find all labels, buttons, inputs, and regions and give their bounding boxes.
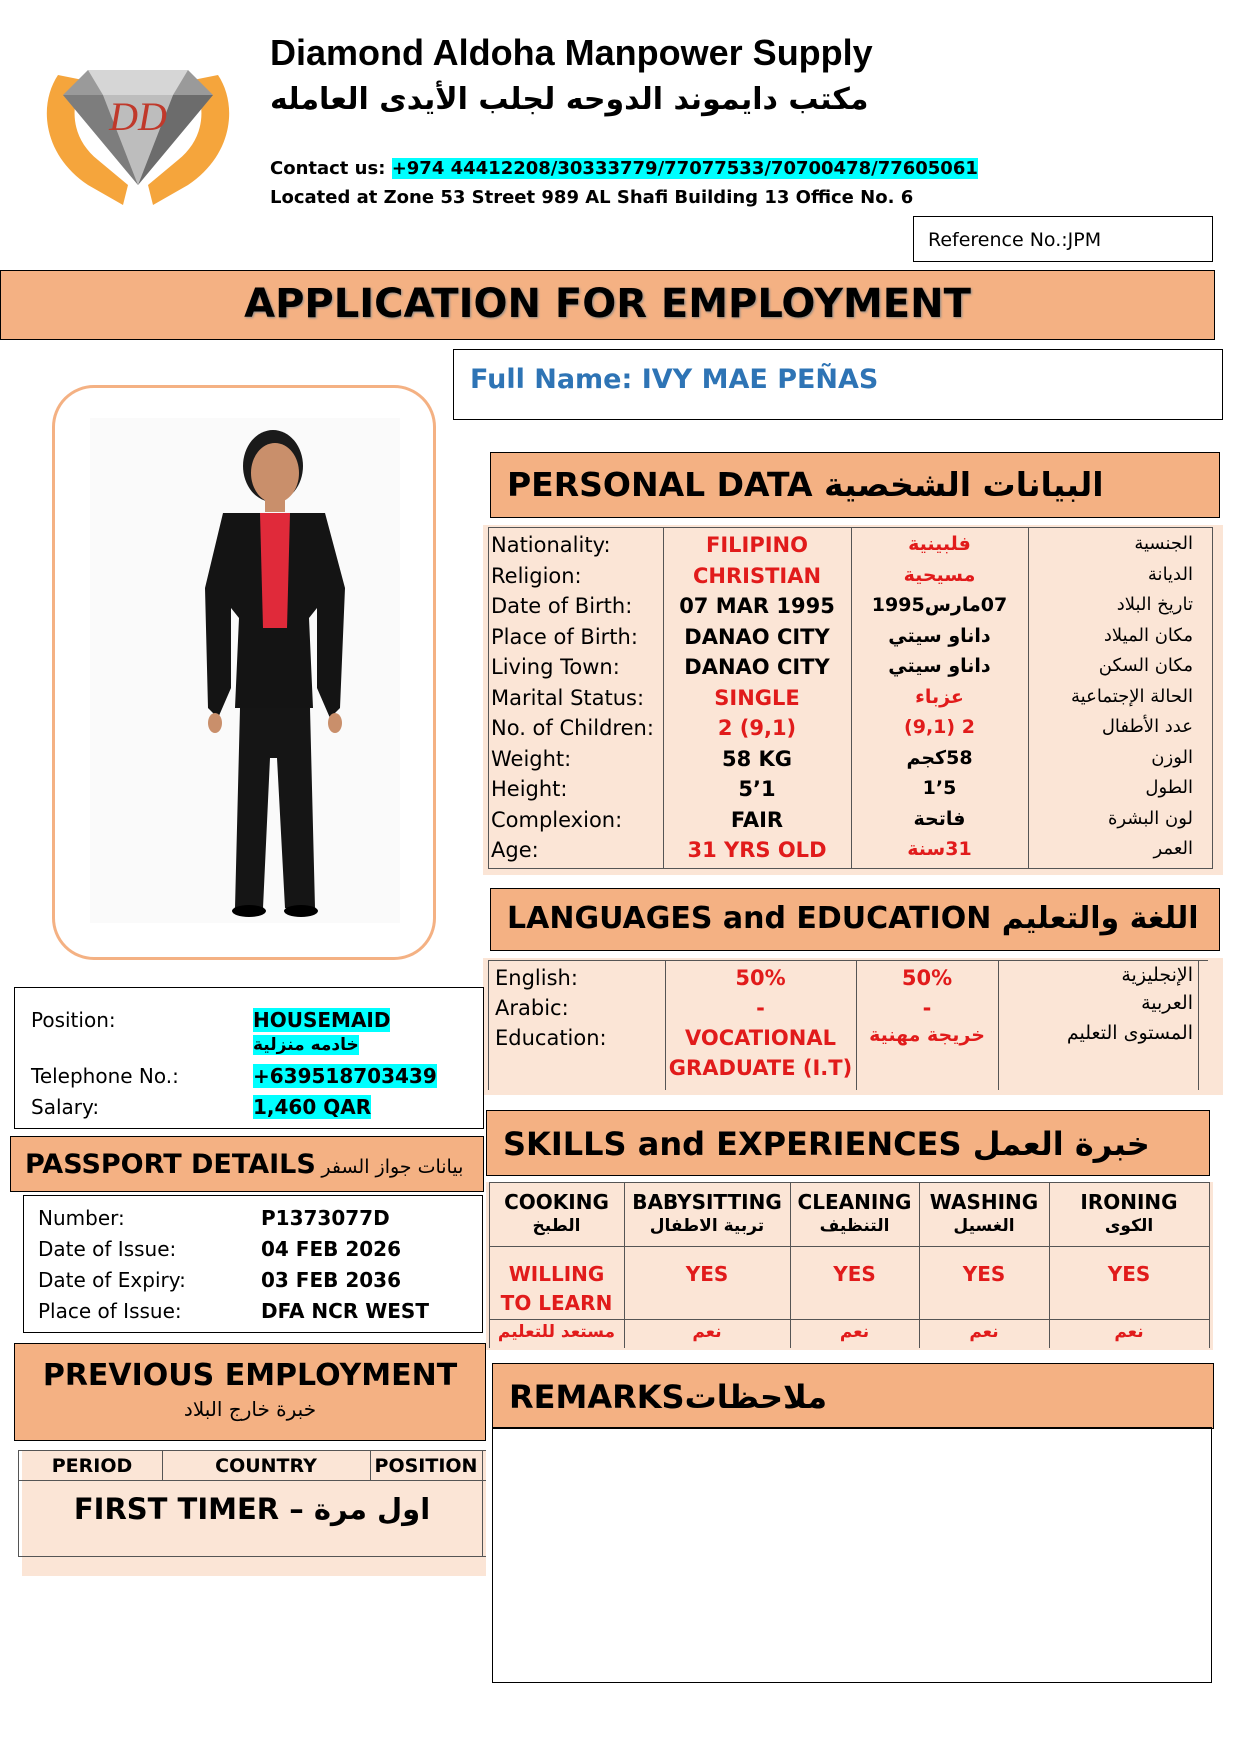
contact-line [270,158,978,179]
pd-value: 07 MAR 1995 [679,594,835,618]
english-value-ar: 50% [901,966,953,990]
pd-value-ar: 5’1 [922,777,957,799]
skill-name-ar: الكوى [1104,1216,1154,1236]
pd-value-ar: عزباء [915,685,964,708]
contact-label: Contact us: [270,158,392,179]
skill-value-ar: نعم [692,1322,722,1342]
pd-label-ar: عدد الأطفال [1101,716,1193,737]
pd-label: Weight: [491,746,572,771]
previous-employment-heading-en: PREVIOUS EMPLOYMENT [42,1358,458,1393]
pd-value-ar: 58كجم [906,746,973,769]
pd-value: SINGLE [714,685,800,710]
pd-label: Nationality: [491,533,611,557]
skill-name: COOKING [504,1190,609,1214]
salary-value: 1,460 QAR [253,1095,372,1119]
english-label-ar: الإنجليزية [1121,964,1193,986]
education-value-line2: GRADUATE (I.T) [668,1056,853,1080]
arabic-label: Arabic: [495,996,569,1020]
passport-value: 03 FEB 2036 [261,1268,401,1292]
pd-value-ar: 31سنة [907,838,972,860]
pd-value-ar: داناو سيتي [888,655,991,677]
telephone-value: +639518703439 [253,1064,437,1088]
education-value-ar: خريجة مهنية [869,1024,985,1046]
pd-label: Age: [491,838,539,862]
pd-value: 5’1 [738,777,776,801]
full-name: Full Name: IVY MAE PEÑAS [453,349,1223,420]
skill-value: YES [833,1262,876,1286]
pd-label: Complexion: [491,807,623,832]
passport-label: Date of Expiry: [38,1268,186,1292]
position-value: HOUSEMAID [253,1008,391,1032]
previous-employment-heading [14,1343,486,1441]
pd-label-ar: الطول [1145,777,1193,798]
skill-name-ar: تربية الاطفال [649,1216,765,1236]
skill-name: IRONING [1080,1190,1178,1214]
passport-value: P1373077D [261,1206,390,1230]
arabic-label-ar: العربية [1141,992,1193,1014]
remarks-heading: REMARKSملاحظات [492,1363,1214,1429]
skill-value-ar: نعم [1114,1322,1144,1342]
pd-value: DANAO CITY [684,624,830,649]
pd-label-ar: مكان الميلاد [1103,624,1193,646]
pd-label-ar: لون البشرة [1107,807,1193,829]
skill-value: YES [685,1262,729,1286]
education-label: Education: [495,1026,607,1050]
skills-table [486,1182,1213,1350]
pd-label-ar: العمر [1153,838,1193,859]
pd-label: Place of Birth: [491,624,638,649]
skill-name-ar: الغسيل [953,1216,1015,1236]
passport-label: Place of Issue: [38,1299,182,1323]
pd-value-ar: فاتحة [913,807,966,830]
passport-details-box [23,1195,483,1333]
languages-heading: LANGUAGES and EDUCATION اللغة والتعليم [490,888,1220,951]
pd-value-ar: مسيحية [903,563,976,586]
remarks-box [492,1427,1212,1683]
english-label: English: [495,966,578,990]
skill-name-ar: الطبخ [532,1216,581,1236]
skill-value: WILLING [508,1262,605,1286]
pd-value: 58 KG [721,746,793,771]
pd-value: CHRISTIAN [692,563,822,588]
company-name-arabic: مكتب دايموند الدوحه لجلب الأيدى العامله [270,82,869,117]
personal-data-table [483,525,1223,875]
logo-letters: DD [109,94,167,139]
passport-value: 04 FEB 2026 [261,1237,401,1261]
pd-value-ar: 07مارس1995 [871,594,1008,616]
pd-label: No. of Children: [491,716,654,740]
skill-name: BABYSITTING [632,1190,782,1214]
reference-number-box: Reference No.:JPM [913,216,1213,262]
company-name-english: Diamond Aldoha Manpower Supply [270,32,873,73]
skill-name-ar: التنظيف [819,1216,890,1236]
passport-heading-ar: بيانات جواز السفر [321,1156,464,1178]
page-title: APPLICATION FOR EMPLOYMENT [0,270,1215,340]
skill-value-ar: نعم [839,1322,870,1342]
office-address: Located at Zone 53 Street 989 AL Shafi Building 13 Office No. 6 [270,187,914,208]
previous-employment-table [22,1450,486,1576]
skill-value-ar: نعم [969,1322,999,1342]
pd-label-ar: مكان السكن [1098,655,1193,676]
education-value: VOCATIONAL [685,1026,836,1050]
column-period: PERIOD [51,1455,133,1477]
position-value-ar: خادمه منزلية [253,1035,359,1055]
skill-name: WASHING [929,1190,1039,1214]
skills-heading: SKILLS and EXPERIENCES خبرة العمل [486,1110,1210,1176]
languages-table [483,958,1223,1095]
pd-label-ar: تاريخ البلاد [1116,594,1193,615]
skill-value-ar: مستعد للتعليم [497,1322,616,1342]
company-logo [28,35,248,215]
arabic-value-ar: - [922,996,932,1020]
column-country: COUNTRY [215,1455,317,1477]
previous-employment-entry: FIRST TIMER – اول مرة [73,1492,431,1526]
arabic-value: - [756,996,765,1020]
pd-label: Living Town: [491,655,620,679]
pd-value: 2 (9,1) [717,716,797,740]
passport-label: Number: [38,1206,125,1230]
passport-heading [10,1136,484,1192]
salary-label: Salary: [31,1095,100,1119]
education-label-ar: المستوى التعليم [1066,1022,1193,1044]
pd-label-ar: الوزن [1151,746,1193,768]
skill-value-line2: TO LEARN [500,1291,613,1315]
personal-data-heading: PERSONAL DATA البيانات الشخصية [490,452,1220,518]
english-value: 50% [735,966,786,990]
pd-value-ar: داناو سيتي [888,624,991,647]
passport-value: DFA NCR WEST [261,1299,429,1323]
skill-name: CLEANING [797,1190,912,1214]
pd-value-ar: 2 (9,1) [904,716,975,738]
pd-label: Religion: [491,563,582,588]
pd-label: Date of Birth: [491,594,633,618]
contact-numbers: +974 44412208/30333779/77077533/70700478/77605061 [391,158,978,179]
pd-label: Marital Status: [491,685,645,710]
previous-employment-heading-ar: خبرة خارج البلاد [183,1397,317,1421]
pd-value-ar: فلبينية [908,533,971,555]
pd-value: FILIPINO [706,533,808,557]
position-box [14,987,484,1129]
telephone-label: Telephone No.: [31,1064,179,1088]
column-position: POSITION [374,1455,478,1477]
position-label: Position: [31,1008,116,1032]
passport-label: Date of Issue: [38,1237,177,1261]
pd-label-ar: الجنسية [1134,533,1193,554]
pd-value: 31 YRS OLD [687,838,827,862]
pd-label-ar: الديانة [1147,563,1193,585]
pd-label-ar: الحالة الإجتماعية [1071,685,1193,707]
pd-value: FAIR [730,807,784,832]
pd-value: DANAO CITY [684,655,830,679]
skill-value: YES [1107,1262,1151,1286]
passport-heading-en: PASSPORT DETAILS [25,1149,316,1180]
applicant-photo [52,385,436,960]
skill-value: YES [962,1262,1006,1286]
pd-label: Height: [491,777,568,801]
